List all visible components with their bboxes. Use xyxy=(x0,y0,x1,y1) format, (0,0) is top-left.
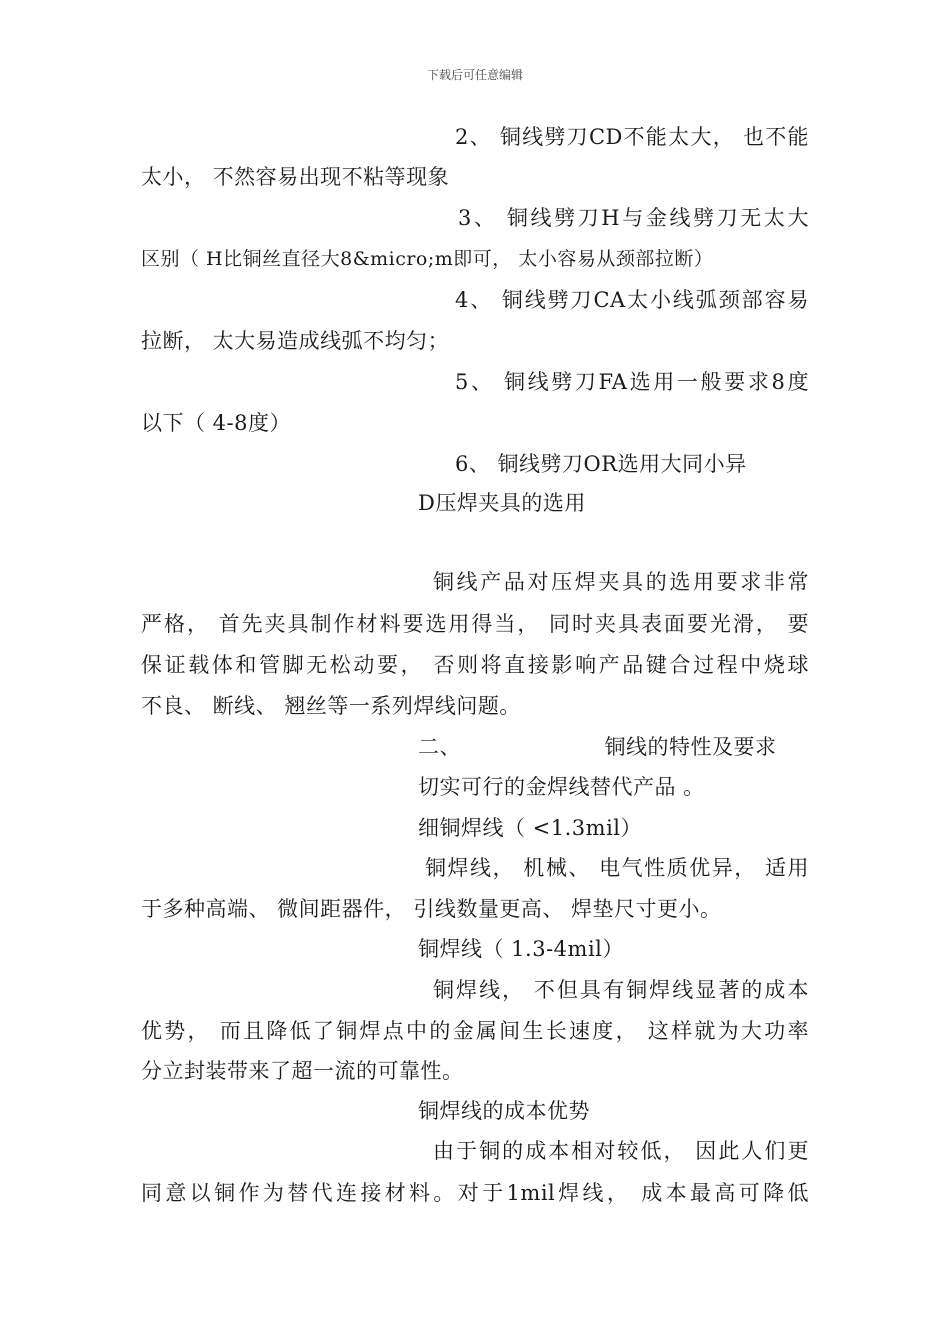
text-line: 以下（ 4-8度） xyxy=(141,411,291,435)
text-line: 2、 铜线劈刀CD不能太大， 也不能 xyxy=(455,125,809,149)
page-header: 下载后可任意编辑 xyxy=(426,68,523,82)
text-line: 5、 铜线劈刀FA选用一般要求8度 xyxy=(455,370,809,394)
text-line: 同意以铜作为替代连接材料。对于1mil焊线， 成本最高可降低 xyxy=(141,1181,809,1205)
text-line: 于多种高端、 微间距器件， 引线数量更高、 焊垫尺寸更小。 xyxy=(141,897,722,921)
section-heading: D压焊夹具的选用 xyxy=(418,491,586,515)
text-line: 6、 铜线劈刀OR选用大同小异 xyxy=(455,452,747,476)
text-line: 铜线产品对压焊夹具的选用要求非常 xyxy=(433,570,809,594)
text-line: 保证载体和管脚无松动要， 否则将直接影响产品键合过程中烧球 xyxy=(141,653,809,677)
text-line: 4、 铜线劈刀CA太小线弧颈部容易 xyxy=(455,288,809,312)
subheading: 细铜焊线（ <1.3mil） xyxy=(418,816,643,840)
text-line: 分立封装带来了超一流的可靠性。 xyxy=(141,1059,464,1083)
text-line: 区别（ H比铜丝直径大8&micro;m即可， 太小容易从颈部拉断） xyxy=(141,248,714,270)
section-heading: 二、 铜线的特性及要求 xyxy=(418,735,777,759)
text-line: 拉断， 太大易造成线弧不均匀； xyxy=(141,329,450,353)
text-line: 太小， 不然容易出现不粘等现象 xyxy=(141,165,450,189)
subheading: 铜焊线的成本优势 xyxy=(418,1099,590,1123)
text-line: 3、 铜线劈刀H与金线劈刀无太大 xyxy=(458,206,809,230)
text-line: 铜焊线， 不但具有铜焊线显著的成本 xyxy=(433,978,809,1002)
text-line: 切实可行的金焊线替代产品 。 xyxy=(418,775,705,799)
text-line: 不良、 断线、 翘丝等一系列焊线问题。 xyxy=(141,694,521,718)
text-line: 铜焊线， 机械、 电气性质优异， 适用 xyxy=(425,856,809,880)
subheading: 铜焊线（ 1.3-4mil） xyxy=(418,937,624,961)
text-line: 优势， 而且降低了铜焊点中的金属间生长速度， 这样就为大功率 xyxy=(141,1019,809,1043)
text-line: 由于铜的成本相对较低， 因此人们更 xyxy=(433,1139,809,1163)
text-line: 严格， 首先夹具制作材料要选用得当， 同时夹具表面要光滑， 要 xyxy=(141,612,809,636)
